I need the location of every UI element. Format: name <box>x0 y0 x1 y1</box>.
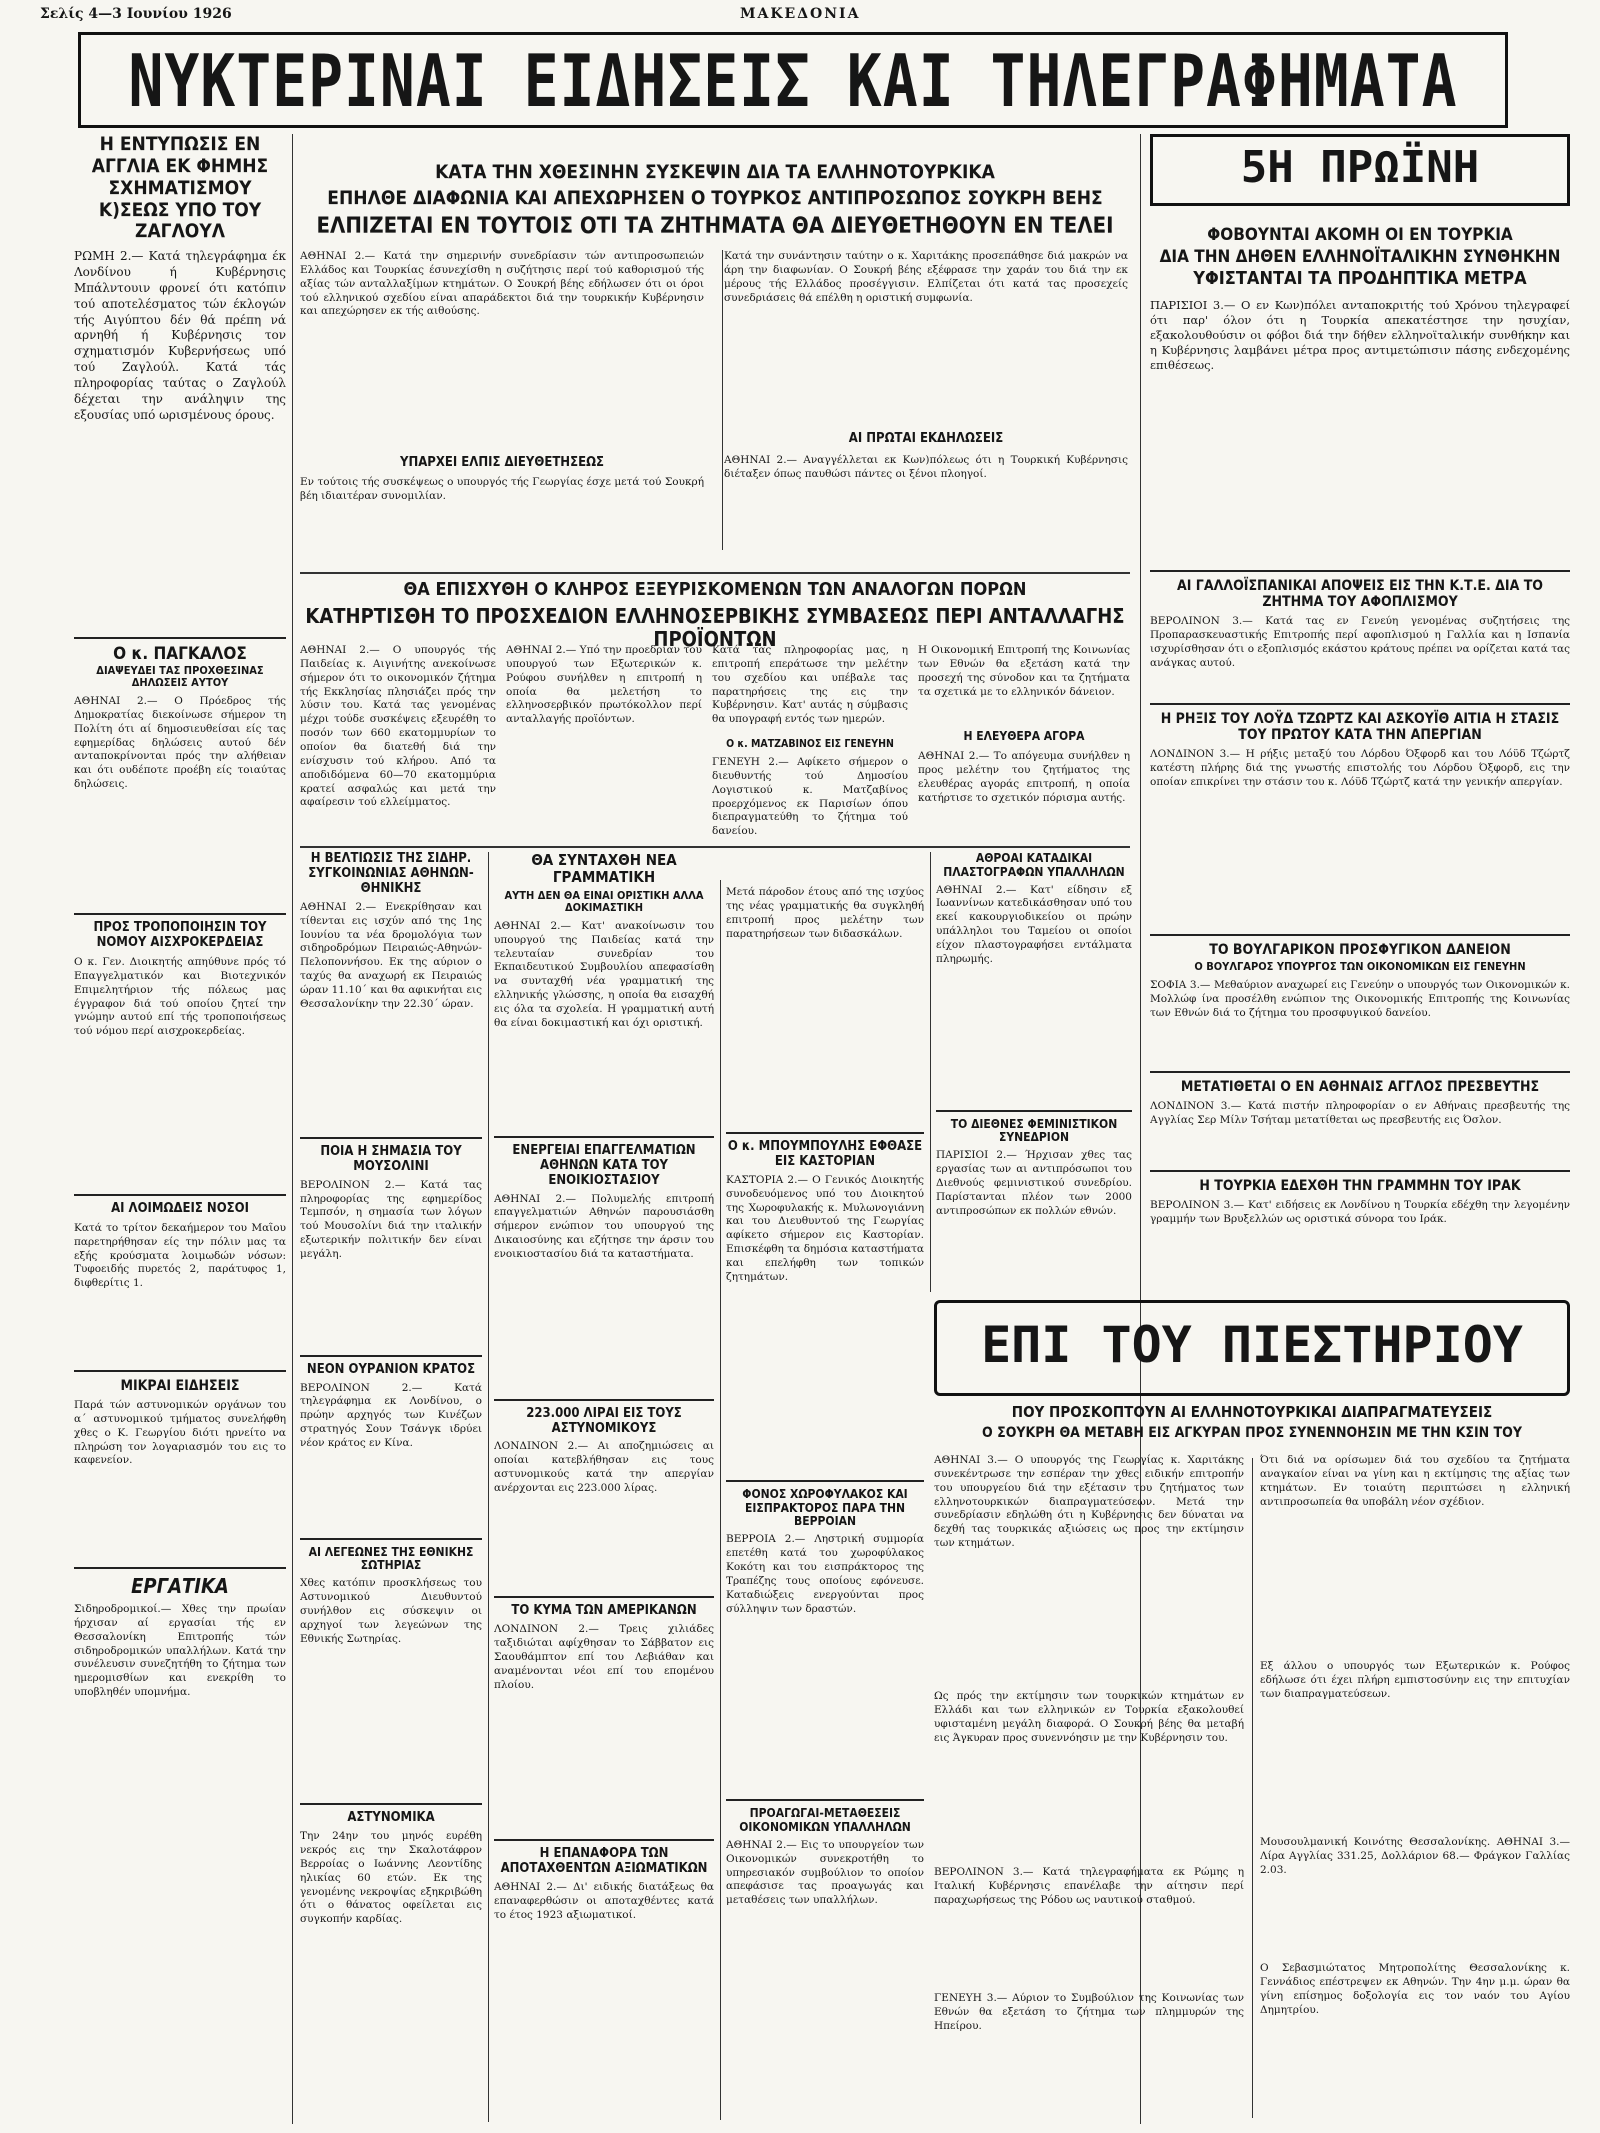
divider <box>1150 570 1570 572</box>
divider <box>300 1355 482 1357</box>
column-rule <box>722 250 723 550</box>
headline-clergy: ΘΑ ΕΠΙΣΧΥΘΗ Ο ΚΛΗΡΟΣ ΕΞΕΥΡΙΣΚΟΜΕΝΩΝ ΤΩΝ ΑΝΑΛΟΓΩΝ ΠΟΡΩΝ <box>403 579 1027 600</box>
headline-police: ΑΣΤΥΝΟΜΙΚΑ <box>347 1810 435 1826</box>
press-story <box>934 1404 1570 2124</box>
divider <box>74 913 286 915</box>
article-exchange: Μουσουλμανική Κοινότης Θεσσαλονίκης. ΑΘΗΝΑΙ 3.— Λίρα Αγγλίας 331.25, Δολλάριον 68.— Φράγκον Γαλλίας 2.03. <box>1260 1836 1570 1876</box>
headline-diseases: ΑΙ ΛΟΙΜΩΔΕΙΣ ΝΟΣΟΙ <box>111 1200 249 1216</box>
article-rent-control: ΑΘΗΝΑΙ 2.— Πολυμελής επιτροπή επαγγελματιών Αθηνών παρουσιάσθη σήμερον ενώπιον του υπουργού της Δικαιοσύνης και εζήτησε την άρσιν του ενοικιοστασίου διά τα καταστήματα. <box>494 1192 714 1261</box>
article-disarmament: ΒΕΡΟΛΙΝΟΝ 3.— Κατά τας εν Γενεύη γενομένας συζητήσεις της Προπαρασκευαστικής Επιτροπής περί αφοπλισμού η Γαλλία και η Ισπανία ισχυρίσθησαν ότι ο εξοπλισμός εκάστου κράτους πρέπει να ορίζεται κατά τας ανάγκας αυτού. <box>1150 615 1570 669</box>
article-roufos: Εξ άλλου ο υπουργός των Εξωτερικών κ. Ρούφος εδήλωσε ότι έχει πλήρη εμπιστοσύνην εις την επιτυχίαν των διαπραγματεύσεων. <box>1260 1660 1570 1700</box>
press-column-right <box>1260 1454 1570 2124</box>
article-feminist: ΠΑΡΙΣΙΟΙ 2.— Ήρχισαν χθες τας εργασίας των αι αντιπρόσωποι του Διεθνούς φεμινιστικού συνεδρίου. Παρίστανται πλέον των 2000 αντιπροσώπων εκ πολλών εθνών. <box>936 1149 1132 1217</box>
column-band3-d <box>936 852 1132 1292</box>
article-new-plan: Ότι διά να ορίσωμεν διά του σχεδίου τα ζητήματα αναγκαίον είναι να γίνη και η εκτίμησις της αξίας των κτημάτων. Εν τοιαύτη περιπτώσει η ελληνική αντιπροσωπεία θα υποβάλη νέον σχέδιον. <box>1260 1454 1570 1508</box>
headline-bulgarian-loan: ΤΟ ΒΟΥΛΓΑΡΙΚΟΝ ΠΡΟΣΦΥΓΙΚΟΝ ΔΑΝΕΙΟΝ <box>1209 942 1511 959</box>
article-matzavinos: ΓΕΝΕΥΗ 2.— Αφίκετο σήμερον ο διευθυντής τού Δημοσίου Λογιστικού κ. Ματζαβίνος προερχόμενος εκ Παρισίων όπου διεπραγματεύθη το ζήτημα τού δανείου. <box>712 756 908 838</box>
article-legions: Χθες κατόπιν προσκλήσεως του Αστυνομικού Διευθυντού συνήλθον εις σύσκεψιν οι αρχηγοί των λεγεώνων της Εθνικής Σωτηρίας. <box>300 1577 482 1645</box>
column-band3-b <box>494 852 714 2122</box>
article-turkey-fear: ΠΑΡΙΣΙΟΙ 3.— Ο εν Κων)πόλει ανταποκριτής τού Χρόνου τηλεγραφεί ότι παρ' όλον ότι η Τουρκία απεκατέστησε την ησυχίαν, εξακολουθούσιν οι φόβοι διά την δήθεν ελληνοϊταλικήν συνθήκην και η Κυβέρνησις λαμβάνει μέτρα προς αντιμετώπισιν πάσης ενδεχομένης επιθέσεως. <box>1150 297 1570 373</box>
headline-short-news: ΜΙΚΡΑΙ ΕΙΔΗΣΕΙΣ <box>120 1377 240 1394</box>
banner-title: ΝΥΚΤΕΡΙΝΑΙ ΕΙΔΗΣΕΙΣ ΚΑΙ ΤΗΛΕΓΡΑΦΗΜΑΤΑ <box>128 38 1458 124</box>
newspaper-title: ΜΑΚΕΔΟΝΙΑ <box>740 6 861 22</box>
column-rule <box>930 852 931 1292</box>
column-rule <box>720 880 721 2120</box>
column-right <box>1150 570 1570 1290</box>
article-murder: ΒΕΡΡΟΙΑ 2.— Ληστρική συμμορία επετέθη κατά του χωροφύλακος Κοκότη και του εισπράκτορος της Τραπέζης τους οποίους εφόνευσε. Καταδιώξεις ενεργούνται προς σύλληψιν των δραστών. <box>726 1533 924 1615</box>
article-promotions: ΑΘΗΝΑΙ 2.— Εις το υπουργείον των Οικονομικών συνεκροτήθη το υπηρεσιακόν συμβούλιον το οποίον απεφάσισε τας προαγωγάς και μεταθέσεις των υπαλλήλων. <box>726 1838 924 1907</box>
divider <box>494 1399 714 1401</box>
proini-logo: 5Η ΠΡΩΪΝΗ <box>1240 142 1480 193</box>
column-rule <box>488 852 489 2122</box>
divider <box>494 1596 714 1598</box>
divider <box>494 1136 714 1138</box>
top-story <box>300 162 1130 562</box>
headline-soukri-ankara: Ο ΣΟΥΚΡΗ ΘΑ ΜΕΤΑΒΗ ΕΙΣ ΑΓΚΥΡΑΝ ΠΡΟΣ ΣΥΝΕΝΝΟΗΣΙΝ ΜΕ ΤΗΝ ΚΣΙΝ ΤΟΥ <box>982 1425 1522 1442</box>
headline-hope: ΕΛΠΙΖΕΤΑΙ ΕΝ ΤΟΥΤΟΙΣ ΟΤΙ ΤΑ ΖΗΤΗΜΑΤΑ ΘΑ ΔΙΕΥΘΕΤΗΘΟΥΝ ΕΝ ΤΕΛΕΙ <box>316 213 1114 239</box>
headline-pangalos: Ο κ. ΠΑΓΚΑΛΟΣ <box>113 644 247 665</box>
divider <box>300 846 1130 848</box>
article-first-signs: ΑΘΗΝΑΙ 2.— Αναγγέλλεται εκ Κων)πόλεως ότι η Τουρκική Κυβέρνησις διέταξεν όπως παυθώσι πάντες οι ξένοι πλοηγοί. <box>724 454 1128 480</box>
headline-iraq-line: Η ΤΟΥΡΚΙΑ ΕΔΕΧΘΗ ΤΗΝ ΓΡΑΜΜΗΝ ΤΟΥ ΙΡΑΚ <box>1199 1178 1521 1195</box>
divider <box>1150 934 1570 936</box>
headline-promotions: ΠΡΟΑΓΩΓΑΙ-ΜΕΤΑΘΕΣΕΙΣ ΟΙΚΟΝΟΜΙΚΩΝ ΥΠΑΛΛΗΛΩΝ <box>739 1806 911 1835</box>
subhead-bulgarian-loan: Ο ΒΟΥΛΓΑΡΟΣ ΥΠΟΥΡΓΟΣ ΤΩΝ ΟΙΚΟΝΟΜΙΚΩΝ ΕΙΣ ΓΕΝΕΥΗΝ <box>1194 960 1526 974</box>
column-band3-c <box>726 886 924 2122</box>
press-box-title: ΕΠΙ ΤΟΥ ΠΙΕΣΤΗΡΙΟΥ <box>981 1316 1523 1374</box>
headline-mussolini: ΠΟΙΑ Η ΣΗΜΑΣΙΑ ΤΟΥ ΜΟΥΣΟΛΙΝΙ <box>320 1143 462 1174</box>
article-diseases: Κατά το τρίτον δεκαήμερον του Μαΐου παρετηρήθησαν είς την πόλιν μας τα εξής κρούσματα λοιμωδών νόσων: Τυφοειδής πυρετός 2, παράτυφος 1, διφθερίτις 1. <box>74 1221 286 1290</box>
column-band3-a <box>300 852 482 2122</box>
headline-free-market: Η ΕΛΕΥΘΕΡΑ ΑΓΟΡΑ <box>963 729 1085 743</box>
divider <box>74 1567 286 1569</box>
divider <box>300 572 1130 574</box>
headline-boumboulis: Ο κ. ΜΠΟΥΜΠΟΥΛΗΣ ΕΦΘΑΣΕ ΕΙΣ ΚΑΣΤΟΡΙΑΝ <box>727 1139 923 1169</box>
proini-logo-box <box>1150 134 1570 206</box>
headline-forgers: ΑΘΡΟΑΙ ΚΑΤΑΔΙΚΑΙ ΠΛΑΣΤΟΓΡΑΦΩΝ ΥΠΑΛΛΗΛΩΝ <box>943 851 1125 879</box>
headline-egypt: Η ΕΝΤΥΠΩΣΙΣ ΕΝ ΑΓΓΛΙΑ ΕΚ ΦΗΜΗΣ ΣΧΗΜΑΤΙΣΜΟΥ Κ)ΣΕΩΣ ΥΠΟ ΤΟΥ ΖΑΓΛΟΥΛ <box>91 133 269 243</box>
headline-grammar: ΘΑ ΣΥΝΤΑΧΘΗ ΝΕΑ ΓΡΑΜΜΑΤΙΚΗ <box>531 851 677 887</box>
headline-profiteering: ΠΡΟΣ ΤΡΟΠΟΠΟΙΗΣΙΝ ΤΟΥ ΝΟΜΟΥ ΑΙΣΧΡΟΚΕΡΔΕΙΑΣ <box>93 920 267 950</box>
headline-alleged-treaty: ΔΙΑ ΤΗΝ ΔΗΘΕΝ ΕΛΛΗΝΟΪΤΑΛΙΚΗΝ ΣΥΝΘΗΚΗΝ <box>1159 246 1561 267</box>
headline-legions: ΑΙ ΛΕΓΕΩΝΕΣ ΤΗΣ ΕΘΝΙΚΗΣ ΣΩΤΗΡΙΑΣ <box>308 1544 474 1573</box>
divider <box>300 1137 482 1139</box>
article-police: Την 24ην του μηνός ευρέθη νεκρός εις την Σκαλοτάφρον Βερροίας ο Ιωάννης Λεοντίδης ηλικίας 60 ετών. Εκ της γενομένης νεκροψίας εξηκριβώθη ότι ο θάνατος οφείλεται εις συγκοπήν καρδίας. <box>300 1830 482 1926</box>
section-banner <box>78 32 1508 128</box>
article-pangalos: ΑΘΗΝΑΙ 2.— Ο Πρόεδρος τής Δημοκρατίας διεκοίνωσε σήμερον τη Πολίτη ότι αί δημοσιευθείσαι είς τας εφημερίδας δηλώσεις αυτού δέν ανταποκρίνονται πρός την αλήθειαν και ότι ουδέποτε προέβη είς τοιαύτας δηλώσεις. <box>74 695 286 791</box>
headline-negotiations: ΠΟΥ ΠΡΟΣΚΟΠΤΟΥΝ ΑΙ ΕΛΛΗΝΟΤΟΥΡΚΙΚΑΙ ΔΙΑΠΡΑΓΜΑΤΕΥΣΕΙΣ <box>1011 1403 1493 1421</box>
divider <box>1150 703 1570 705</box>
press-column-left <box>934 1454 1244 2124</box>
subhead-pangalos: ΔΙΑΨΕΥΔΕΙ ΤΑΣ ΠΡΟΧΘΕΣΙΝΑΣ ΔΗΛΩΣΕΙΣ ΑΥΤΟΥ <box>96 663 264 690</box>
article-negotiations-2: Ως πρός την εκτίμησιν των τουρκικών κτημάτων εν Ελλάδι και των ελληνικών εν Τουρκία εξακολουθεί υφισταμένη μεγάλη διαφορά. Ο Σουκρή βέης θα μεταβή εις Άγκυραν προς συνεννόησιν με την Κυβέρνησιν του. <box>934 1690 1244 1744</box>
divider <box>1150 1170 1570 1172</box>
article-lloyd-george: ΛΟΝΔΙΝΟΝ 3.— Η ρήξις μεταξύ του Λόρδου Όξφορδ και του Λόϋδ Τζώρτζ κατέστη πλήρης διά της γνωστής επιστολής του Λόρδου Όξφορδ, εις την οποίαν επικρίνει την στάσιν του κ. Λόϋδ Τζώρτζ κατά την γενικήν απεργίαν. <box>1150 748 1570 789</box>
article-pounds: ΛΟΝΔΙΝΟΝ 2.— Αι αποζημιώσεις αι οποίαι κατεβλήθησαν εις τους αστυνομικούς κατά την απεργίαν ανέρχονται εις 223.000 λίρας. <box>494 1440 714 1495</box>
article-iraq-line: ΒΕΡΟΛΙΝΟΝ 3.— Κατ' ειδήσεις εκ Λονδίνου η Τουρκία εδέχθη την λεγομένην γραμμήν των Βρυξελλών ως οριστικά σύνορα του Ιράκ. <box>1150 1199 1570 1226</box>
article-league-committee: Η Οικονομική Επιτροπή της Κοινωνίας των Εθνών θα εξετάση κατά την προσεχή της σύνοδον και τα ζητήματα τα σχετικά με το ελληνικόν δάνειον. <box>918 644 1130 698</box>
divider <box>300 1538 482 1540</box>
headline-first-signs: ΑΙ ΠΡΩΤΑΙ ΕΚΔΗΛΩΣΕΙΣ <box>848 431 1004 446</box>
article-grammar-cont: Μετά πάροδον έτους από της ισχύος της νέας γραμματικής θα συγκληθή επιτροπή προς μελέτην των παρατηρήσεων των διδασκάλων. <box>726 886 924 940</box>
divider <box>726 1132 924 1134</box>
article-free-market: ΑΘΗΝΑΙ 2.— Το απόγευμα συνήλθεν η προς μελέτην του ζητήματος της ελευθέρας αγοράς επιτροπή, η οποία κατήρτισε το σχετικόν πόρισμα αυτής. <box>918 750 1130 804</box>
article-boumboulis: ΚΑΣΤΟΡΙΑ 2.— Ο Γενικός Διοικητής συνοδευόμενος υπό του Διοικητού της Χωροφυλακής κ. Μυλωνογιάννη και του Διευθυντού της Γεωργίας αφίκετο σήμερον εις Καστορίαν. Επισκέφθη τα δημόσια καταστήματα και επελήφθη των τοπικών ζητημάτων. <box>726 1173 924 1283</box>
headline-lloyd-george: Η ΡΗΞΙΣ ΤΟΥ ΛΟΫΔ ΤΖΩΡΤΖ ΚΑΙ ΑΣΚΟΥΪΘ ΑΙΤΙΑ Η ΣΤΑΣΙΣ ΤΟΥ ΠΡΩΤΟΥ ΚΑΤΑ ΤΗΝ ΑΠΕΡΓΙΑΝ <box>1160 711 1560 744</box>
article-rhodes: ΒΕΡΟΛΙΝΟΝ 3.— Κατά τηλεγραφήματα εκ Ρώμης η Ιταλική Κυβέρνησις επανέλαβε την αίτησιν περί παραχωρήσεως της Ρόδου ως ναυτικού σταθμού. <box>934 1866 1244 1906</box>
article-clergy: ΑΘΗΝΑΙ 2.— Ο υπουργός τής Παιδείας κ. Αιγινήτης ανεκοίνωσε σήμερον ότι το οικονομικόν ζήτημα τής Εκκλησίας πλησιάζει πρός την λύσιν του. Κατά τας γενομένας μέχρι τούδε συσκέψεις εξευρέθη το ποσόν των 660 εκατομμυρίων το οποίον θα διατεθή διά την ενίσχυσιν τού κλήρου. Από τα αποδιδόμενα 60—70 εκατομμύρια κρατεί ασφαλώς και μετά την αφαίρεσιν τού ελλείμματος. <box>300 644 496 809</box>
headline-disarmament: ΑΙ ΓΑΛΛΟΪΣΠΑΝΙΚΑΙ ΑΠΟΨΕΙΣ ΕΙΣ ΤΗΝ Κ.Τ.Ε. ΔΙΑ ΤΟ ΖΗΤΗΜΑ ΤΟΥ ΑΦΟΠΛΙΣΜΟΥ <box>1176 578 1544 611</box>
headline-murder: ΦΟΝΟΣ ΧΩΡΟΦΥΛΑΚΟΣ ΚΑΙ ΕΙΣΠΡΑΚΤΟΡΟΣ ΠΑΡΑ ΤΗΝ ΒΕΡΡΟΙΑΝ <box>742 1486 908 1529</box>
article-conference-2: Κατά την συνάντησιν ταύτην ο κ. Χαριτάκης προσεπάθησε διά μακρών να άρη την διαφωνίαν. Ο Σουκρή βέης εξέφρασε την χαράν του διά την εκ μέρους τής Ελλάδος προσέγγισιν. Ελπίζεται ότι κατά τας προσεχείς συνεδριάσεις θά επέλθη η οριστική συμφωνία. <box>724 250 1128 304</box>
headline-officers: Η ΕΠΑΝΑΦΟΡΑ ΤΩΝ ΑΠΟΤΑΧΘΕΝΤΩΝ ΑΞΙΩΜΑΤΙΚΩΝ <box>500 1846 708 1877</box>
article-serbian-2: Κατά τας πληροφορίας μας, η επιτροπή επεράτωσε την μελέτην του σχεδίου και υπέβαλε τας παρατηρήσεις της εις την Κυβέρνησιν. Κατ' αυτάς η σύμβασις θα υπογραφή εντός των ημερών. <box>712 644 908 726</box>
headline-conference: ΚΑΤΑ ΤΗΝ ΧΘΕΣΙΝΗΝ ΣΥΣΚΕΨΙΝ ΔΙΑ ΤΑ ΕΛΛΗΝΟΤΟΥΡΚΙΚΑ <box>435 161 995 183</box>
headline-rent-control: ΕΝΕΡΓΕΙΑΙ ΕΠΑΓΓΕΛΜΑΤΙΩΝ ΑΘΗΝΩΝ ΚΑΤΑ ΤΟΥ ΕΝΟΙΚΙΟΣΤΑΣΙΟΥ <box>512 1142 696 1188</box>
divider <box>494 1839 714 1841</box>
headline-serbian-convention: ΚΑΤΗΡΤΙΣΘΗ ΤΟ ΠΡΟΣΧΕΔΙΟΝ ΕΛΛΗΝΟΣΕΡΒΙΚΗΣ ΣΥΜΒΑΣΕΩΣ ΠΕΡΙ ΑΝΤΑΛΛΑΓΗΣ ΠΡΟΪΟΝΤΩΝ <box>305 603 1125 651</box>
article-british-ambassador: ΛΟΝΔΙΝΟΝ 3.— Κατά πιστήν πληροφορίαν ο εν Αθήναις πρεσβευτής της Αγγλίας Σερ Μίλν Τσήταμ μετατίθεται ως πρεσβευτής εις Όσλον. <box>1150 1100 1570 1127</box>
headline-settlement-hope: ΥΠΑΡΧΕΙ ΕΛΠΙΣ ΔΙΕΥΘΕΤΗΣΕΩΣ <box>399 455 605 470</box>
headline-labor: ΕΡΓΑΤΙΚΑ <box>131 1573 229 1598</box>
divider <box>300 1803 482 1805</box>
article-serbian-1: ΑΘΗΝΑΙ 2.— Υπό την προεδρίαν του υπουργού των Εξωτερικών κ. Ρούφου συνήλθεν η επιτροπή η οποία θα μελετήση το ελληνοσερβικόν πρωτόκολλον περί ανταλλαγής προϊόντων. <box>506 644 702 726</box>
band-clergy-serbia <box>300 580 1130 840</box>
article-metropolitan: Ο Σεβασμιώτατος Μητροπολίτης Θεσσαλονίκης κ. Γεννάδιος επέστρεψεν εκ Αθηνών. Την 4ην μ.μ. ώραν θα γίνη επίσημος δοξολογία εις τον ναόν του Αγίου Δημητρίου. <box>1260 1962 1570 2016</box>
divider <box>726 1799 924 1801</box>
divider <box>936 1110 1132 1112</box>
divider <box>726 1480 924 1482</box>
article-railway: ΑΘΗΝΑΙ 2.— Ενεκρίθησαν και τίθενται εις ισχύν από της 1ης Ιουνίου τα νέα δρομολόγια των σιδηροδρόμων Πειραιώς-Αθηνών-Πελοποννήσου. Εκ της αύριον ο ταχύς θα αναχωρή εκ Πειραιώς ώραν 11.10΄ και θα αφικνήται εις Θεσσαλονίκην την 22.30΄ ώραν. <box>300 900 482 1010</box>
divider <box>1150 1071 1570 1073</box>
article-league-council: ΓΕΝΕΥΗ 3.— Αύριον το Συμβούλιον της Κοινωνίας των Εθνών θα εξετάση το ζήτημα των πλημμυρών της Ηπείρου. <box>934 1992 1244 2032</box>
headline-feminist: ΤΟ ΔΙΕΘΝΕΣ ΦΕΜΙΝΙΣΤΙΚΟΝ ΣΥΝΕΔΡΙΟΝ <box>950 1116 1118 1145</box>
page-date: Σελίς 4—3 Ιουνίου 1926 <box>40 6 232 22</box>
divider <box>74 1194 286 1196</box>
headline-americans: ΤΟ ΚΥΜΑ ΤΩΝ ΑΜΕΡΙΚΑΝΩΝ <box>511 1603 697 1619</box>
article-new-state: ΒΕΡΟΛΙΝΟΝ 2.— Κατά τηλεγράφημα εκ Λονδίνου, ο πρώην αρχηγός των Κινέζων στρατηγός Σουν Τσάνγκ ιδρύει νέον κράτος εν Κίνα. <box>300 1381 482 1450</box>
article-egypt: ΡΩΜΗ 2.— Κατά τηλεγράφημα έκ Λονδίνου ή Κυβέρνησις Μπάλντουιν φρονεί ότι κατόπιν τού αποτελέσματος τών έκλογών τής Αιγύπτου δέν θά πρέπη νά αρνηθή ή Κυβέρνησις τον σχηματισμόν Κυβερνήσεως υπό τού Ζαγλούλ. Κατά τάς πληροφορίας ταύτας ο Ζαγλούλ δέχεται την ανάληψιν της εξουσίας υπό ωρισμένους όρους. <box>74 249 286 422</box>
headline-precautions: ΥΦΙΣΤΑΝΤΑΙ ΤΑ ΠΡΟΔΗΠΤΙΚΑ ΜΕΤΡΑ <box>1193 268 1527 290</box>
divider <box>74 637 286 639</box>
article-forgers: ΑΘΗΝΑΙ 2.— Κατ' είδησιν εξ Ιωαννίνων κατεδικάσθησαν υπό του εκεί κακουργιοδικείου οι πρώην υπάλληλοι του Ταμείου οι οποίοι είχον πλαστογραφήσει εντάλματα πληρωμής. <box>936 883 1132 965</box>
headline-turkey-fear: ΦΟΒΟΥΝΤΑΙ ΑΚΟΜΗ ΟΙ ΕΝ ΤΟΥΡΚΙΑ <box>1207 225 1513 245</box>
press-box <box>934 1300 1570 1396</box>
divider <box>74 1370 286 1372</box>
article-short-news: Παρά τών αστυνομικών οργάνων του α΄ αστυνομικού τμήματος συνελήφθη χθες ο Κ. Γεωργίου διότι ηρνείτο να πληρώση τον λογαριασμόν του εις το καφενείον. <box>74 1398 286 1467</box>
headline-matzavinos: Ο κ. ΜΑΤΖΑΒΙΝΟΣ ΕΙΣ ΓΕΝΕΥΗΝ <box>726 738 894 750</box>
headline-disagreement: ΕΠΗΛΘΕ ΔΙΑΦΩΝΙΑ ΚΑΙ ΑΠΕΧΩΡΗΣΕΝ Ο ΤΟΥΡΚΟΣ ΑΝΤΙΠΡΟΣΩΠΟΣ ΣΟΥΚΡΗ ΒΕΗΣ <box>327 186 1103 209</box>
headline-british-ambassador: ΜΕΤΑΤΙΘΕΤΑΙ Ο ΕΝ ΑΘΗΝΑΙΣ ΑΓΓΛΟΣ ΠΡΕΣΒΕΥΤΗΣ <box>1180 1079 1540 1096</box>
article-americans: ΛΟΝΔΙΝΟΝ 2.— Τρεις χιλιάδες ταξιδιώται αφίχθησαν το Σάββατον εις Σαουθάμπτον επί του Λεβιάθαν και αναμένονται νέοι επί του επομένου πλοίου. <box>494 1623 714 1691</box>
article-labor: Σιδηροδρομικοί.— Χθες την πρωίαν ήρχισαν αί εργασίαι τής εν Θεσσαλονίκη Επιτροπής τών σιδηροδρομικών υπαλλήλων. Κατά την συνέλευσιν συνεζητήθη το ζήτημα των ημερομισθίων και ενεκρίθη το υποβληθέν υπομνήμα. <box>74 1602 286 1699</box>
headline-railway: Η ΒΕΛΤΙΩΣΙΣ ΤΗΣ ΣΙΔΗΡ. ΣΥΓΚΟΙΝΩΝΙΑΣ ΑΘΗΝΩΝ-ΘΗΝΙΚΗΣ <box>308 851 474 896</box>
article-conference-1: ΑΘΗΝΑΙ 2.— Κατά την σημερινήν συνεδρίασιν τών αντιπροσωπειών Ελλάδος και Τουρκίας έσυνεχίσθη η συζήτησις περί τού καθορισμού τής αξίας τών ανταλλαξίμων κτημάτων. Ο Σουκρή βέης εδήλωσεν ότι οι όροι τού ελληνικού σχεδίου είναι απαράδεκτοι διά την τουρκικήν Κυβέρνησιν και απεχώρησεν εκ τής αιθούσης. <box>300 250 704 318</box>
article-settlement-hope: Εν τούτοις τής συσκέψεως ο υπουργός τής Γεωργίας έσχε μετά τού Σουκρή βέη ιδιαιτέραν συνομιλίαν. <box>300 476 704 502</box>
subhead-grammar: ΑΥΤΗ ΔΕΝ ΘΑ ΕΙΝΑΙ ΟΡΙΣΤΙΚΗ ΑΛΛΑ ΔΟΚΙΜΑΣΤΙΚΗ <box>504 888 704 915</box>
column-1 <box>74 134 286 2124</box>
article-mussolini: ΒΕΡΟΛΙΝΟΝ 2.— Κατά τας πληροφορίας της εφημερίδος Τεμπσόν, η σημασία των λόγων τού Μουσολίνι διά την ιταλικήν εξωτερικήν πολιτικήν δεν είναι μεγάλη. <box>300 1178 482 1260</box>
article-profiteering: Ο κ. Γεν. Διοικητής απηύθυνε πρός τό Επαγγελματικόν και Βιοτεχνικόν Επιμελητήριον τής πόλεως μας έγγραφον διά τού οποίου ζητεί την γνώμην αυτού επί τής τροποποιήσεως τού νόμου περί αισχροκερδείας. <box>74 955 286 1038</box>
article-negotiations-1: ΑΘΗΝΑΙ 3.— Ο υπουργός της Γεωργίας κ. Χαριτάκης συνεκέντρωσε την εσπέραν την χθες ειδικήν επιτροπήν του υπουργείου διά την εξέτασιν του ζητήματος των ελληνοτουρκικών διαπραγματεύσεων. Μετά την συνεδρίασιν εδηλώθη ότι η Κυβέρνησις δεν δύναται να δεχθή τας τουρκικάς αξιώσεις ως προς την εκτίμησιν των κτημάτων. <box>934 1454 1244 1550</box>
article-officers: ΑΘΗΝΑΙ 2.— Δι' ειδικής διατάξεως θα επαναφερθώσιν οι αποταχθέντες κατά το έτος 1923 αξιωματικοί. <box>494 1881 714 1921</box>
headline-pounds: 223.000 ΛΙΡΑΙ ΕΙΣ ΤΟΥΣ ΑΣΤΥΝΟΜΙΚΟΥΣ <box>526 1405 682 1436</box>
proini-story <box>1150 226 1570 566</box>
article-grammar: ΑΘΗΝΑΙ 2.— Κατ' ανακοίνωσιν του υπουργού της Παιδείας κατά την τελευταίαν συνεδρίαν του Εκπαιδευτικού Συμβουλίου απεφασίσθη να συνταχθή νέα γραμματική της ελληνικής γλώσσης, η οποία θα εισαχθή εις όλα τα σχολεία. Η γραμματική αυτή θα είναι δοκιμαστική και όχι οριστική. <box>494 919 714 1029</box>
column-rule <box>1252 1458 1253 2118</box>
article-bulgarian-loan: ΣΟΦΙΑ 3.— Μεθαύριον αναχωρεί εις Γενεύην ο υπουργός των Οικονομικών κ. Μολλώφ ίνα προσέλθη ενώπιον της Οικονομικής Επιτροπής της Κοινωνίας των Εθνών διά το ζήτημα του προσφυγικού δανείου. <box>1150 979 1570 1019</box>
column-rule <box>292 134 293 2124</box>
masthead <box>40 6 1570 26</box>
headline-new-state: ΝΕΟΝ ΟΥΡΑΝΙΟΝ ΚΡΑΤΟΣ <box>306 1361 476 1377</box>
